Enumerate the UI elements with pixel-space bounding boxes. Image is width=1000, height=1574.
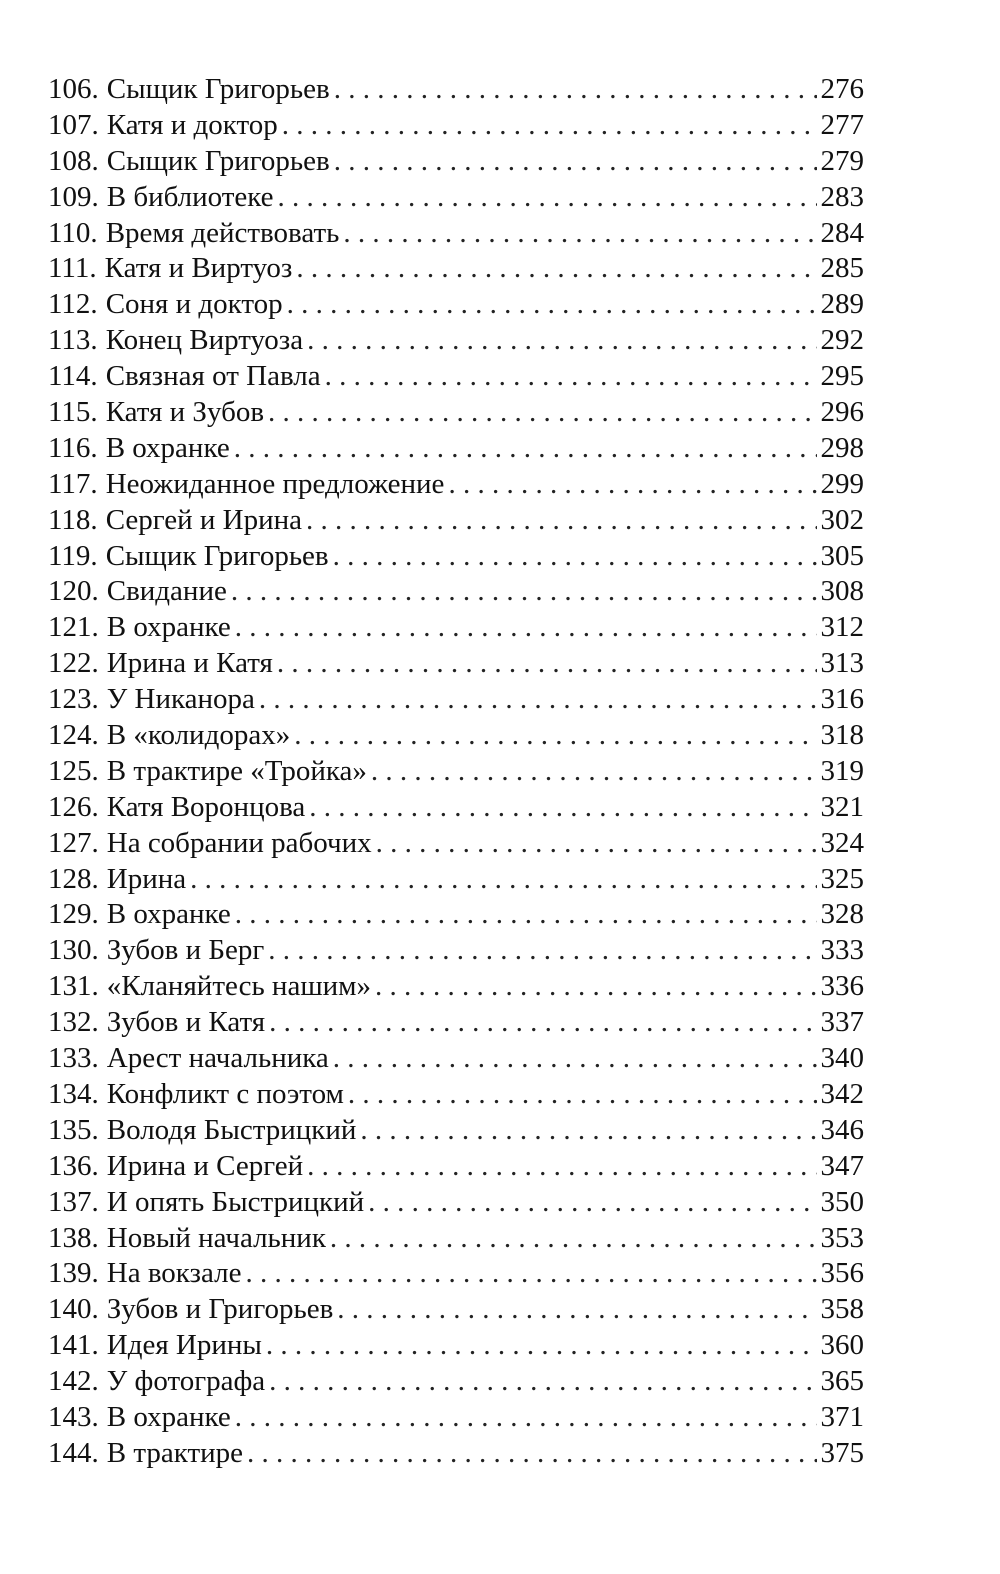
- toc-entry-page-number: 321: [820, 790, 864, 823]
- toc-entry-number: 143.: [48, 1400, 99, 1433]
- toc-entry-page-number: 299: [820, 467, 864, 500]
- dot-leader: [287, 287, 817, 323]
- toc-entry-page-number: 277: [820, 108, 864, 141]
- toc-entry: [48, 359, 864, 395]
- toc-entry-page-number: 316: [820, 683, 864, 716]
- toc-entry-page-number: 365: [820, 1365, 864, 1398]
- toc-entry: [48, 1113, 864, 1149]
- dot-leader: [235, 610, 817, 646]
- toc-entry-number: 121.: [48, 611, 99, 644]
- toc-entry: [48, 108, 864, 144]
- toc-entry-page-number: 305: [820, 539, 864, 572]
- toc-entry-number: 109.: [48, 180, 99, 213]
- toc-entry-title: В трактире «Тройка»: [106, 754, 367, 787]
- toc-entry-page-number: 285: [820, 252, 864, 285]
- toc-entry-number: 130.: [48, 934, 99, 967]
- toc-entry-page-number: 292: [820, 324, 864, 357]
- toc-entry-page-number: 324: [820, 826, 864, 859]
- dot-leader: [360, 1113, 816, 1149]
- toc-entry-title: Катя и Виртуоз: [104, 252, 293, 285]
- toc-entry-page-number: 298: [820, 431, 864, 464]
- toc-entry-title: Свидание: [106, 575, 227, 608]
- toc-entry: [48, 862, 864, 898]
- dot-leader: [375, 969, 816, 1005]
- dot-leader: [307, 1149, 816, 1185]
- toc-entry-number: 120.: [48, 575, 99, 608]
- toc-entry-number: 135.: [48, 1113, 99, 1146]
- dot-leader: [330, 1221, 817, 1257]
- toc-entry: [48, 431, 864, 467]
- toc-entry-title: Новый начальник: [106, 1221, 326, 1254]
- toc-entry-number: 110.: [48, 216, 98, 249]
- toc-entry-page-number: 360: [820, 1329, 864, 1362]
- toc-entry-title: В охранке: [106, 1400, 231, 1433]
- dot-leader: [235, 1400, 817, 1436]
- toc-entry-number: 140.: [48, 1293, 99, 1326]
- dot-leader: [309, 790, 816, 826]
- dot-leader: [343, 216, 816, 252]
- toc-entry: [48, 1364, 864, 1400]
- toc-entry-title: У фотографа: [106, 1365, 266, 1398]
- dot-leader: [268, 933, 816, 969]
- dot-leader: [278, 180, 817, 216]
- toc-entry-title: В охранке: [106, 611, 231, 644]
- toc-entry-page-number: 313: [820, 647, 864, 680]
- toc-entry: [48, 1436, 864, 1472]
- toc-entry-number: 123.: [48, 683, 99, 716]
- toc-entry-number: 136.: [48, 1149, 99, 1182]
- dot-leader: [277, 646, 817, 682]
- dot-leader: [348, 1077, 817, 1113]
- toc-entry: [48, 1400, 864, 1436]
- toc-entry-page-number: 333: [820, 934, 864, 967]
- toc-entry-number: 127.: [48, 826, 99, 859]
- toc-entry: [48, 287, 864, 323]
- toc-entry-page-number: 289: [820, 288, 864, 321]
- toc-entry-title: Зубов и Григорьев: [106, 1293, 334, 1326]
- toc-entry-title: И опять Быстрицкий: [106, 1185, 365, 1218]
- toc-entry-page-number: 283: [820, 180, 864, 213]
- dot-leader: [306, 503, 816, 539]
- toc-entry-number: 128.: [48, 862, 99, 895]
- toc-entry-title: «Кланяйтесь нашим»: [106, 970, 372, 1003]
- toc-entry: [48, 718, 864, 754]
- toc-entry-title: Катя и доктор: [106, 108, 278, 141]
- dot-leader: [245, 1256, 816, 1292]
- toc-entry: [48, 467, 864, 503]
- toc-entry-number: 139.: [48, 1257, 99, 1290]
- dot-leader: [282, 108, 817, 144]
- dot-leader: [334, 72, 817, 108]
- dot-leader: [266, 1328, 817, 1364]
- toc-entry-number: 131.: [48, 970, 99, 1003]
- toc-entry: [48, 503, 864, 539]
- toc-entry-page-number: 336: [820, 970, 864, 1003]
- toc-entry: [48, 1077, 864, 1113]
- toc-entry: [48, 1005, 864, 1041]
- toc-entry-title: Связная от Павла: [105, 360, 321, 393]
- toc-entry-number: 122.: [48, 647, 99, 680]
- table-of-contents: [48, 72, 864, 1472]
- toc-entry-number: 125.: [48, 754, 99, 787]
- toc-entry-title: Конфликт с поэтом: [106, 1077, 344, 1110]
- toc-entry: [48, 323, 864, 359]
- toc-entry-title: Сыщик Григорьев: [105, 539, 329, 572]
- toc-entry-title: Катя и Зубов: [105, 396, 265, 429]
- toc-entry: [48, 790, 864, 826]
- toc-entry: [48, 1149, 864, 1185]
- toc-entry-page-number: 302: [820, 503, 864, 536]
- toc-entry-page-number: 346: [820, 1113, 864, 1146]
- toc-entry: [48, 826, 864, 862]
- toc-entry-number: 138.: [48, 1221, 99, 1254]
- dot-leader: [247, 1436, 816, 1472]
- toc-entry-title: Арест начальника: [106, 1042, 329, 1075]
- toc-entry: [48, 539, 864, 575]
- toc-entry: [48, 897, 864, 933]
- dot-leader: [376, 826, 817, 862]
- toc-entry-title: На собрании рабочих: [106, 826, 372, 859]
- toc-entry-number: 117.: [48, 467, 98, 500]
- dot-leader: [325, 359, 817, 395]
- dot-leader: [190, 862, 816, 898]
- toc-entry: [48, 754, 864, 790]
- dot-leader: [448, 467, 816, 503]
- toc-entry-number: 112.: [48, 288, 98, 321]
- dot-leader: [269, 1364, 816, 1400]
- toc-entry: [48, 251, 864, 287]
- toc-entry-page-number: 371: [820, 1400, 864, 1433]
- toc-entry-page-number: 279: [820, 144, 864, 177]
- toc-entry-title: Катя Воронцова: [106, 790, 306, 823]
- toc-entry-number: 142.: [48, 1365, 99, 1398]
- toc-entry-page-number: 319: [820, 754, 864, 787]
- dot-leader: [368, 1185, 816, 1221]
- toc-entry-page-number: 350: [820, 1185, 864, 1218]
- toc-entry: [48, 574, 864, 610]
- toc-entry-title: Время действовать: [105, 216, 340, 249]
- toc-entry-number: 113.: [48, 324, 98, 357]
- toc-entry-title: В трактире: [106, 1436, 244, 1469]
- toc-entry: [48, 682, 864, 718]
- toc-entry-page-number: 296: [820, 396, 864, 429]
- toc-entry-title: На вокзале: [106, 1257, 242, 1290]
- toc-entry: [48, 395, 864, 431]
- toc-entry: [48, 180, 864, 216]
- dot-leader: [334, 144, 817, 180]
- toc-entry-title: Сыщик Григорьев: [106, 73, 330, 105]
- toc-entry: [48, 610, 864, 646]
- toc-entry-page-number: 312: [820, 611, 864, 644]
- toc-entry-page-number: 337: [820, 1006, 864, 1039]
- toc-entry-number: 144.: [48, 1436, 99, 1469]
- toc-entry-title: Неожиданное предложение: [105, 467, 445, 500]
- dot-leader: [307, 323, 816, 359]
- toc-entry: [48, 1292, 864, 1328]
- toc-entry: [48, 1041, 864, 1077]
- toc-entry-title: Ирина: [106, 862, 187, 895]
- toc-entry: [48, 144, 864, 180]
- toc-entry-number: 137.: [48, 1185, 99, 1218]
- toc-entry: [48, 72, 864, 108]
- toc-entry-title: Зубов и Берг: [106, 934, 265, 967]
- toc-entry: [48, 1185, 864, 1221]
- toc-entry-page-number: 347: [820, 1149, 864, 1182]
- toc-entry: [48, 969, 864, 1005]
- toc-entry-title: Володя Быстрицкий: [106, 1113, 357, 1146]
- toc-entry-number: 129.: [48, 898, 99, 931]
- toc-entry-number: 119.: [48, 539, 98, 572]
- toc-entry-title: Зубов и Катя: [106, 1006, 266, 1039]
- toc-entry-title: В «колидорах»: [106, 719, 291, 752]
- dot-leader: [337, 1292, 816, 1328]
- toc-entry-number: 111.: [48, 252, 97, 285]
- toc-entry: [48, 1221, 864, 1257]
- toc-entry-number: 141.: [48, 1329, 99, 1362]
- toc-entry-number: 106.: [48, 73, 99, 105]
- toc-entry-page-number: 353: [820, 1221, 864, 1254]
- toc-entry: [48, 646, 864, 682]
- toc-entry-title: Сергей и Ирина: [105, 503, 303, 536]
- toc-entry-title: Сыщик Григорьев: [106, 144, 330, 177]
- toc-entry-number: 108.: [48, 144, 99, 177]
- toc-entry-page-number: 308: [820, 575, 864, 608]
- toc-entry-page-number: 375: [820, 1436, 864, 1469]
- toc-entry: [48, 1328, 864, 1364]
- toc-entry-number: 116.: [48, 431, 98, 464]
- toc-entry-title: У Никанора: [106, 683, 255, 716]
- toc-entry-page-number: 358: [820, 1293, 864, 1326]
- toc-entry-title: Идея Ирины: [106, 1329, 262, 1362]
- dot-leader: [235, 897, 817, 933]
- dot-leader: [259, 682, 817, 718]
- toc-entry-page-number: 318: [820, 719, 864, 752]
- toc-entry-number: 115.: [48, 396, 98, 429]
- toc-entry-title: В библиотеке: [106, 180, 274, 213]
- toc-entry-title: Ирина и Сергей: [106, 1149, 304, 1182]
- toc-entry-number: 132.: [48, 1006, 99, 1039]
- toc-entry-page-number: 295: [820, 360, 864, 393]
- toc-entry: [48, 1256, 864, 1292]
- toc-entry-title: Конец Виртуоза: [105, 324, 304, 357]
- dot-leader: [333, 539, 817, 575]
- toc-entry-title: Соня и доктор: [105, 288, 283, 321]
- toc-entry: [48, 933, 864, 969]
- toc-entry-number: 114.: [48, 360, 98, 393]
- toc-entry-number: 134.: [48, 1077, 99, 1110]
- dot-leader: [234, 431, 817, 467]
- toc-entry-page-number: 276: [820, 73, 864, 105]
- toc-entry-number: 107.: [48, 108, 99, 141]
- toc-entry-number: 118.: [48, 503, 98, 536]
- toc-entry-number: 124.: [48, 719, 99, 752]
- toc-entry-title: В охранке: [105, 431, 230, 464]
- dot-leader: [294, 718, 816, 754]
- dot-leader: [333, 1041, 817, 1077]
- toc-entry-title: В охранке: [106, 898, 231, 931]
- dot-leader: [268, 395, 816, 431]
- dot-leader: [269, 1005, 816, 1041]
- dot-leader: [371, 754, 817, 790]
- dot-leader: [296, 251, 816, 287]
- toc-entry-page-number: 340: [820, 1042, 864, 1075]
- toc-entry-page-number: 356: [820, 1257, 864, 1290]
- toc-entry-number: 126.: [48, 790, 99, 823]
- dot-leader: [231, 574, 817, 610]
- toc-entry-page-number: 328: [820, 898, 864, 931]
- toc-entry-page-number: 284: [820, 216, 864, 249]
- toc-entry: [48, 216, 864, 252]
- toc-entry-page-number: 342: [820, 1077, 864, 1110]
- toc-entry-number: 133.: [48, 1042, 99, 1075]
- toc-entry-page-number: 325: [820, 862, 864, 895]
- toc-entry-title: Ирина и Катя: [106, 647, 273, 680]
